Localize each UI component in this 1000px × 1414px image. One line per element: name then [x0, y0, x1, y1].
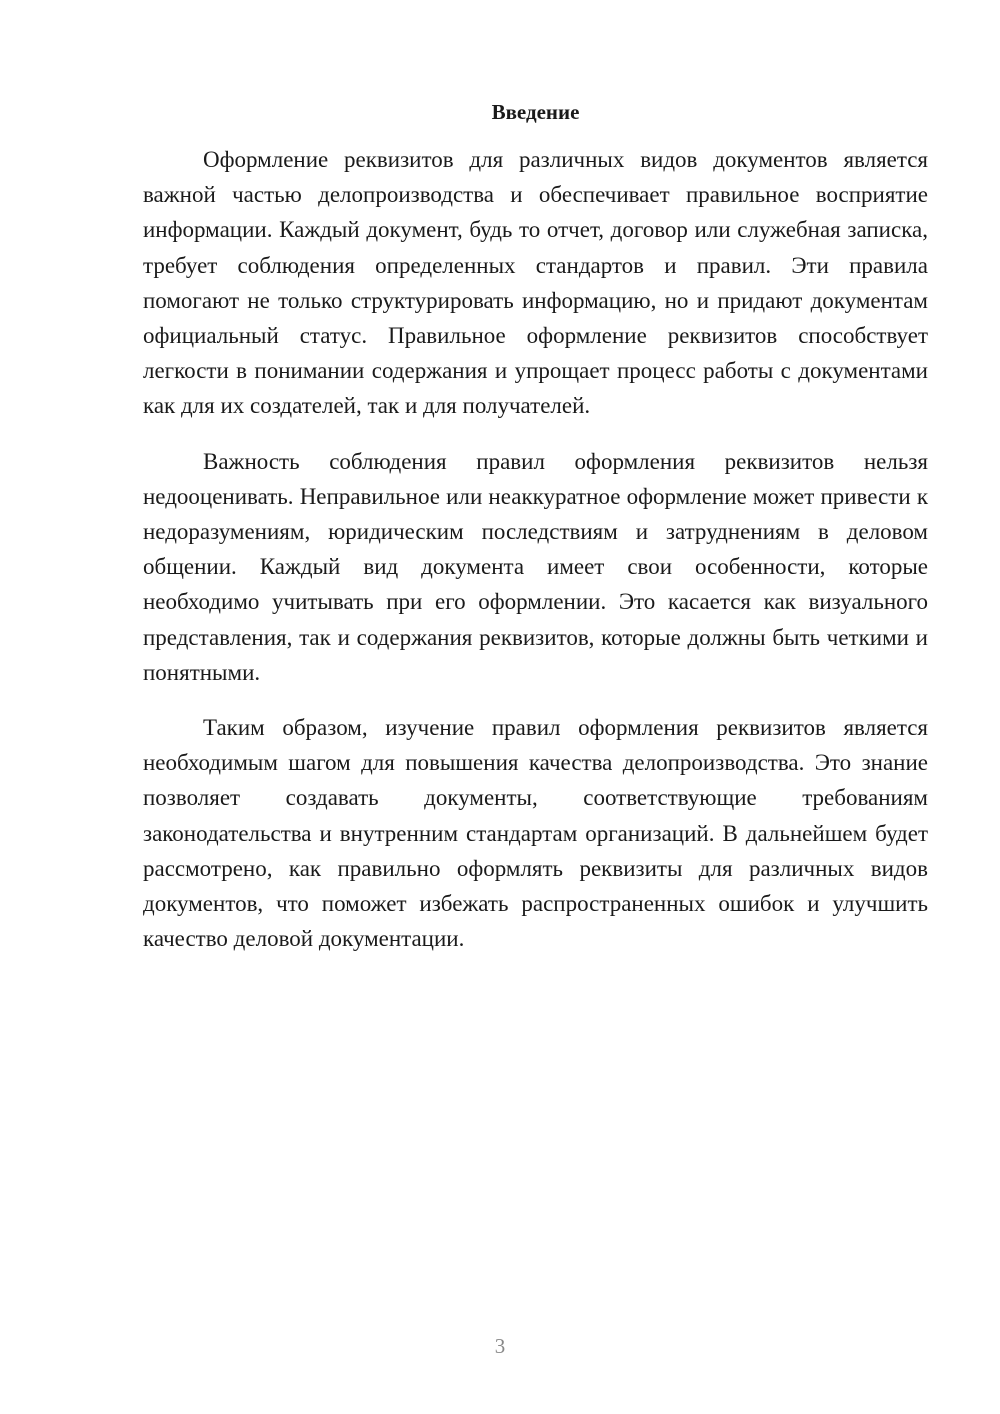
- paragraph-3: Таким образом, изучение правил оформления реквизитов является необходимым шагом для повышения качества делопроизводства. Это знание позволяет создавать документы, соответствующие требованиям законодательства и внутренним стандартам организаций. В дальнейшем будет рассмотрено, как правильно оформлять реквизиты для различных видов документов, что поможет избежать распространенных ошибок и улучшить качество деловой документации.: [143, 715, 928, 952]
- section-heading: Введение: [491, 100, 580, 124]
- page-content: [143, 96, 928, 956]
- paragraph-1: Оформление реквизитов для различных видов документов является важной частью делопроизводства и обеспечивает правильное восприятие информации. Каждый документ, будь то отчет, договор или служебная записка, требует соблюдения определенных стандартов и правил. Эти правила помогают не только структурировать информацию, но и придают документам официальный статус. Правильное оформление реквизитов способствует легкости в понимании содержания и упрощает процесс работы с документами как для их создателей, так и для получателей.: [143, 147, 928, 419]
- page-number: 3: [494, 1334, 506, 1358]
- paragraph-2: Важность соблюдения правил оформления реквизитов нельзя недооценивать. Неправильное или неаккуратное оформление может привести к недоразумениям, юридическим последствиям и затруднениям в деловом общении. Каждый вид документа имеет свои особенности, которые необходимо учитывать при его оформлении. Это касается как визуального представления, так и содержания реквизитов, которые должны быть четкими и понятными.: [143, 448, 928, 685]
